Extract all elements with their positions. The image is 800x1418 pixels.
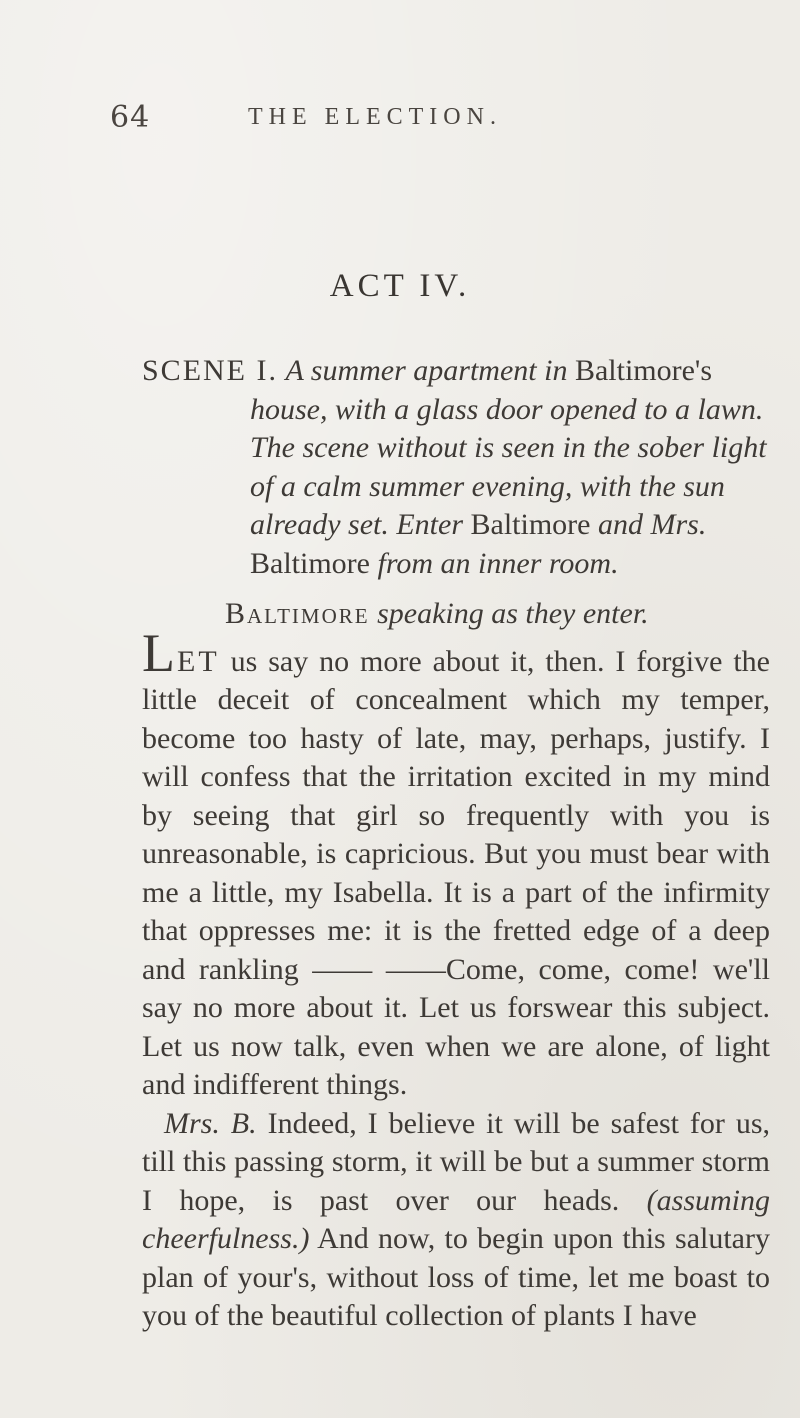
stage-direction: A summer apartment in <box>285 354 568 387</box>
stage-direction: and <box>598 508 643 541</box>
stage-direction: speaking as they enter. <box>377 597 649 630</box>
running-head <box>110 100 710 140</box>
speech-text: Indeed, I believe it will be safest for us, till this passing storm, it will be but a summer storm I hope, is past over our heads. <box>142 1106 771 1217</box>
speaker-line <box>225 595 770 634</box>
drop-cap: L <box>142 622 177 683</box>
speaker-name: Baltimore <box>225 597 370 630</box>
page-number: 64 <box>110 100 151 135</box>
speech-baltimore <box>142 622 770 1105</box>
speech-text: us say no more about it, then. I forgive the little deceit of concealment which my temper, become too hasty of late, may, perhaps, justify. I will confess that the irritation excited in my mind by seeing that girl so frequently with you is unreasonable, is capricious. But you must bear with me a little, my Isabella. It is a part of the infirmity that oppresses me: it is the fretted edge of a deep and rankling —— ——Come, come, come! we'll say no more about it. Let us forswear this subject. Let us now talk, even when we are alone, of light and indifferent things. <box>142 644 770 1101</box>
scene-heading <box>142 352 770 583</box>
text-body <box>142 352 771 1336</box>
first-word-rest: ET <box>177 644 220 678</box>
character-name: Baltimore's <box>574 354 713 387</box>
speech-mrs-baltimore <box>142 1105 770 1336</box>
speaker-name: Mrs. B. <box>164 1106 257 1140</box>
speech-text: And now, to begin upon this salutary plan of your's, without loss of time, let me boast to you of the beautiful collection of plants I have <box>142 1222 770 1332</box>
running-head-title: THE ELECTION. <box>248 104 502 130</box>
stage-direction: Mrs. <box>650 508 707 541</box>
stage-direction: (assuming cheerfulness.) <box>142 1183 770 1255</box>
act-heading: ACT IV. <box>329 268 471 304</box>
stage-direction: house, with a glass door opened to a lawn. The scene without is seen in the sober light of a calm summer evening, with the sun already set. Enter <box>250 392 767 541</box>
character-name: Baltimore <box>250 546 370 580</box>
scene-label: SCENE I. <box>142 354 278 387</box>
character-name: Baltimore <box>470 508 591 541</box>
stage-direction: from an inner room. <box>377 546 619 580</box>
